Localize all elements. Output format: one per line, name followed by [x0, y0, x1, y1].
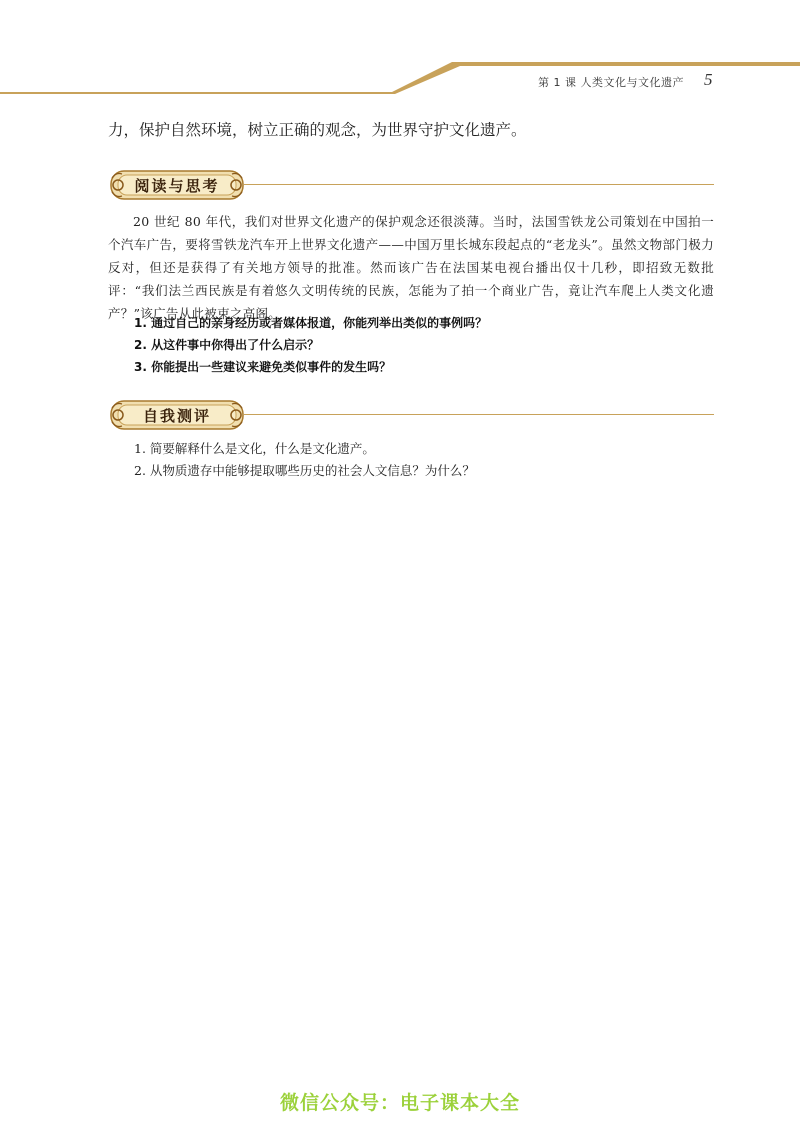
reading-paragraph: 20 世纪 80 年代，我们对世界文化遗产的保护观念还很淡薄。当时，法国雪铁龙公司策划在中国拍一个汽车广告，要将雪铁龙汽车开上世界文化遗产——中国万里长城东段起点的“老龙头”。虽然文物部门极力反对，但还是获得了有关地方领导的批准。然而该广告在法国某电视台播出仅十几秒，即招致无数批评：“我们法兰西民族是有着悠久文明传统的民族，怎能为了拍一个商业广告，竟让汽车爬上人类文化遗产？”该广告从此被束之高阁。 — [108, 214, 714, 321]
question-list — [134, 312, 714, 378]
intro-line: 力，保护自然环境，树立正确的观念，为世界守护文化遗产。 — [108, 121, 527, 139]
lesson-title: 第 1 课 人类文化与文化遗产 — [538, 76, 684, 89]
self-assessment-title: 自我测评 — [142, 406, 211, 425]
reading-section-header — [108, 168, 714, 202]
assessment-item: 1. 简要解释什么是文化，什么是文化遗产。 — [134, 441, 375, 456]
assessment-item: 2. 从物质遗存中能够提取哪些历史的社会人文信息？为什么？ — [134, 463, 475, 478]
footer-watermark: 微信公众号：电子课本大全 — [279, 1092, 520, 1114]
question-item: 2. 从这件事中你得出了什么启示？ — [134, 338, 320, 352]
section-divider — [244, 184, 714, 185]
section-divider — [244, 414, 714, 415]
page-number: 5 — [704, 70, 713, 89]
question-item: 3. 你能提出一些建议来避免类似事件的发生吗？ — [134, 360, 392, 374]
self-assessment-header — [108, 398, 714, 432]
assessment-list — [134, 438, 714, 482]
reading-section-title: 阅读与思考 — [134, 176, 220, 195]
question-item: 1. 通过自己的亲身经历或者媒体报道，你能列举出类似的事例吗？ — [134, 316, 488, 330]
